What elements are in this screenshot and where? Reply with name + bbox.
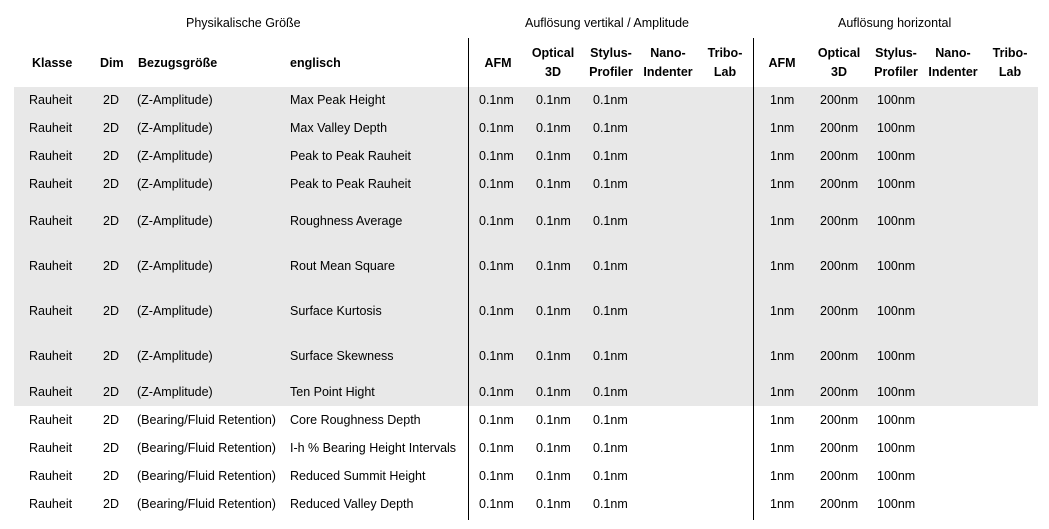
cell-h-optical: 200nm	[820, 93, 859, 107]
cell-v-afm: 0.1nm	[479, 441, 514, 455]
header-dim: Dim	[100, 56, 124, 70]
cell-bezugsgroesse: (Z-Amplitude)	[137, 177, 213, 191]
cell-bezugsgroesse: (Bearing/Fluid Retention)	[137, 413, 276, 427]
cell-v-stylus: 0.1nm	[593, 385, 628, 399]
header-englisch: englisch	[290, 56, 341, 70]
cell-v-stylus: 0.1nm	[593, 349, 628, 363]
cell-v-optical: 0.1nm	[536, 304, 571, 318]
cell-h-afm: 1nm	[770, 469, 795, 483]
cell-v-optical: 0.1nm	[536, 469, 571, 483]
cell-h-stylus: 100nm	[877, 214, 916, 228]
cell-bezugsgroesse: (Z-Amplitude)	[137, 149, 213, 163]
group-vertical-heading: Auflösung vertikal / Amplitude	[525, 16, 689, 30]
cell-h-stylus: 100nm	[877, 441, 916, 455]
cell-h-stylus: 100nm	[877, 93, 916, 107]
header-h-stylus	[870, 44, 922, 82]
cell-klasse: Rauheit	[29, 469, 73, 483]
header-v-tribo	[703, 44, 747, 82]
cell-klasse: Rauheit	[29, 177, 73, 191]
header-v-nano-line2: Indenter	[643, 65, 693, 79]
cell-englisch: Surface Kurtosis	[290, 304, 382, 318]
cell-v-afm: 0.1nm	[479, 349, 514, 363]
cell-v-afm: 0.1nm	[479, 259, 514, 273]
cell-h-optical: 200nm	[820, 497, 859, 511]
cell-klasse: Rauheit	[29, 304, 73, 318]
cell-h-stylus: 100nm	[877, 177, 916, 191]
cell-v-stylus: 0.1nm	[593, 177, 628, 191]
cell-bezugsgroesse: (Bearing/Fluid Retention)	[137, 497, 276, 511]
cell-h-afm: 1nm	[770, 259, 795, 273]
cell-v-afm: 0.1nm	[479, 177, 514, 191]
cell-v-afm: 0.1nm	[479, 214, 514, 228]
cell-v-stylus: 0.1nm	[593, 304, 628, 318]
cell-h-afm: 1nm	[770, 93, 795, 107]
header-v-optical-line2: 3D	[545, 65, 561, 79]
cell-h-stylus: 100nm	[877, 385, 916, 399]
header-h-optical-line1: Optical	[817, 46, 861, 60]
cell-v-optical: 0.1nm	[536, 177, 571, 191]
cell-h-optical: 200nm	[820, 177, 859, 191]
cell-h-optical: 200nm	[820, 259, 859, 273]
cell-klasse: Rauheit	[29, 93, 73, 107]
header-h-nano-line1: Nano-	[935, 46, 971, 60]
cell-englisch: Peak to Peak Rauheit	[290, 149, 411, 163]
header-v-optical	[528, 44, 578, 82]
header-h-optical-line2: 3D	[831, 65, 847, 79]
cell-klasse: Rauheit	[29, 413, 73, 427]
cell-englisch: Roughness Average	[290, 214, 403, 228]
cell-v-optical: 0.1nm	[536, 385, 571, 399]
cell-englisch: Max Peak Height	[290, 93, 386, 107]
cell-englisch: Reduced Summit Height	[290, 469, 426, 483]
cell-bezugsgroesse: (Z-Amplitude)	[137, 93, 213, 107]
header-v-stylus-line2: Profiler	[589, 65, 633, 79]
header-h-afm: AFM	[768, 56, 796, 70]
cell-dim: 2D	[103, 497, 119, 511]
cell-v-afm: 0.1nm	[479, 385, 514, 399]
cell-v-optical: 0.1nm	[536, 441, 571, 455]
cell-dim: 2D	[103, 304, 119, 318]
cell-v-stylus: 0.1nm	[593, 214, 628, 228]
cell-dim: 2D	[103, 441, 119, 455]
cell-v-stylus: 0.1nm	[593, 497, 628, 511]
header-v-optical-line1: Optical	[531, 46, 575, 60]
cell-h-optical: 200nm	[820, 149, 859, 163]
cell-dim: 2D	[103, 214, 119, 228]
header-v-nano-line1: Nano-	[650, 46, 686, 60]
cell-dim: 2D	[103, 413, 119, 427]
header-v-nano	[641, 44, 695, 82]
cell-v-afm: 0.1nm	[479, 149, 514, 163]
cell-englisch: Max Valley Depth	[290, 121, 388, 135]
header-v-stylus	[585, 44, 637, 82]
cell-dim: 2D	[103, 385, 119, 399]
cell-h-stylus: 100nm	[877, 469, 916, 483]
cell-h-afm: 1nm	[770, 304, 795, 318]
header-h-stylus-line2: Profiler	[874, 65, 918, 79]
cell-v-afm: 0.1nm	[479, 121, 514, 135]
cell-h-afm: 1nm	[770, 177, 795, 191]
cell-dim: 2D	[103, 259, 119, 273]
cell-v-optical: 0.1nm	[536, 259, 571, 273]
cell-h-afm: 1nm	[770, 385, 795, 399]
cell-bezugsgroesse: (Z-Amplitude)	[137, 385, 213, 399]
cell-h-optical: 200nm	[820, 441, 859, 455]
cell-dim: 2D	[103, 469, 119, 483]
header-h-optical	[814, 44, 864, 82]
cell-v-stylus: 0.1nm	[593, 469, 628, 483]
cell-klasse: Rauheit	[29, 259, 73, 273]
cell-v-stylus: 0.1nm	[593, 413, 628, 427]
cell-h-afm: 1nm	[770, 413, 795, 427]
cell-v-afm: 0.1nm	[479, 304, 514, 318]
cell-englisch: Surface Skewness	[290, 349, 394, 363]
group-horizontal-heading: Auflösung horizontal	[838, 16, 952, 30]
cell-dim: 2D	[103, 177, 119, 191]
cell-h-optical: 200nm	[820, 304, 859, 318]
cell-bezugsgroesse: (Z-Amplitude)	[137, 259, 213, 273]
header-v-afm: AFM	[484, 56, 512, 70]
separator-horizontal-group	[753, 38, 754, 520]
cell-bezugsgroesse: (Z-Amplitude)	[137, 121, 213, 135]
cell-v-stylus: 0.1nm	[593, 121, 628, 135]
cell-dim: 2D	[103, 349, 119, 363]
cell-klasse: Rauheit	[29, 497, 73, 511]
cell-h-stylus: 100nm	[877, 304, 916, 318]
cell-dim: 2D	[103, 149, 119, 163]
cell-h-afm: 1nm	[770, 441, 795, 455]
header-v-tribo-line1: Tribo-	[707, 46, 743, 60]
cell-v-optical: 0.1nm	[536, 149, 571, 163]
cell-englisch: Core Roughness Depth	[290, 413, 421, 427]
cell-v-stylus: 0.1nm	[593, 149, 628, 163]
cell-klasse: Rauheit	[29, 214, 73, 228]
cell-v-afm: 0.1nm	[479, 413, 514, 427]
cell-v-stylus: 0.1nm	[593, 93, 628, 107]
cell-bezugsgroesse: (Z-Amplitude)	[137, 349, 213, 363]
group-physical-heading: Physikalische Größe	[186, 16, 301, 30]
header-h-stylus-line1: Stylus-	[875, 46, 917, 60]
cell-h-afm: 1nm	[770, 121, 795, 135]
cell-h-afm: 1nm	[770, 349, 795, 363]
cell-klasse: Rauheit	[29, 441, 73, 455]
cell-klasse: Rauheit	[29, 121, 73, 135]
cell-h-stylus: 100nm	[877, 349, 916, 363]
cell-v-optical: 0.1nm	[536, 497, 571, 511]
cell-h-stylus: 100nm	[877, 149, 916, 163]
cell-v-afm: 0.1nm	[479, 93, 514, 107]
cell-h-optical: 200nm	[820, 413, 859, 427]
cell-englisch: Peak to Peak Rauheit	[290, 177, 411, 191]
cell-h-optical: 200nm	[820, 469, 859, 483]
cell-h-stylus: 100nm	[877, 413, 916, 427]
cell-v-optical: 0.1nm	[536, 214, 571, 228]
header-h-nano	[926, 44, 980, 82]
cell-h-optical: 200nm	[820, 121, 859, 135]
cell-v-optical: 0.1nm	[536, 121, 571, 135]
cell-englisch: Rout Mean Square	[290, 259, 395, 273]
cell-v-afm: 0.1nm	[479, 469, 514, 483]
cell-h-optical: 200nm	[820, 349, 859, 363]
cell-h-afm: 1nm	[770, 214, 795, 228]
cell-h-stylus: 100nm	[877, 259, 916, 273]
header-h-nano-line2: Indenter	[928, 65, 978, 79]
cell-bezugsgroesse: (Z-Amplitude)	[137, 304, 213, 318]
header-klasse: Klasse	[32, 56, 73, 70]
cell-h-afm: 1nm	[770, 149, 795, 163]
cell-dim: 2D	[103, 93, 119, 107]
cell-v-optical: 0.1nm	[536, 413, 571, 427]
cell-dim: 2D	[103, 121, 119, 135]
cell-klasse: Rauheit	[29, 149, 73, 163]
cell-bezugsgroesse: (Z-Amplitude)	[137, 214, 213, 228]
header-h-tribo-line2: Lab	[998, 65, 1022, 79]
separator-vertical-group	[468, 38, 469, 520]
header-h-tribo	[988, 44, 1032, 82]
cell-v-afm: 0.1nm	[479, 497, 514, 511]
cell-englisch: I-h % Bearing Height Intervals	[290, 441, 457, 455]
cell-h-stylus: 100nm	[877, 497, 916, 511]
cell-klasse: Rauheit	[29, 349, 73, 363]
cell-h-optical: 200nm	[820, 214, 859, 228]
cell-h-stylus: 100nm	[877, 121, 916, 135]
header-bezugsgroesse: Bezugsgröße	[138, 56, 218, 70]
cell-v-optical: 0.1nm	[536, 93, 571, 107]
cell-klasse: Rauheit	[29, 385, 73, 399]
header-v-stylus-line1: Stylus-	[590, 46, 632, 60]
cell-v-stylus: 0.1nm	[593, 441, 628, 455]
cell-englisch: Reduced Valley Depth	[290, 497, 414, 511]
cell-bezugsgroesse: (Bearing/Fluid Retention)	[137, 469, 276, 483]
cell-englisch: Ten Point Hight	[290, 385, 375, 399]
cell-v-stylus: 0.1nm	[593, 259, 628, 273]
header-h-tribo-line1: Tribo-	[992, 46, 1028, 60]
cell-bezugsgroesse: (Bearing/Fluid Retention)	[137, 441, 276, 455]
header-v-tribo-line2: Lab	[713, 65, 737, 79]
cell-h-optical: 200nm	[820, 385, 859, 399]
cell-h-afm: 1nm	[770, 497, 795, 511]
cell-v-optical: 0.1nm	[536, 349, 571, 363]
